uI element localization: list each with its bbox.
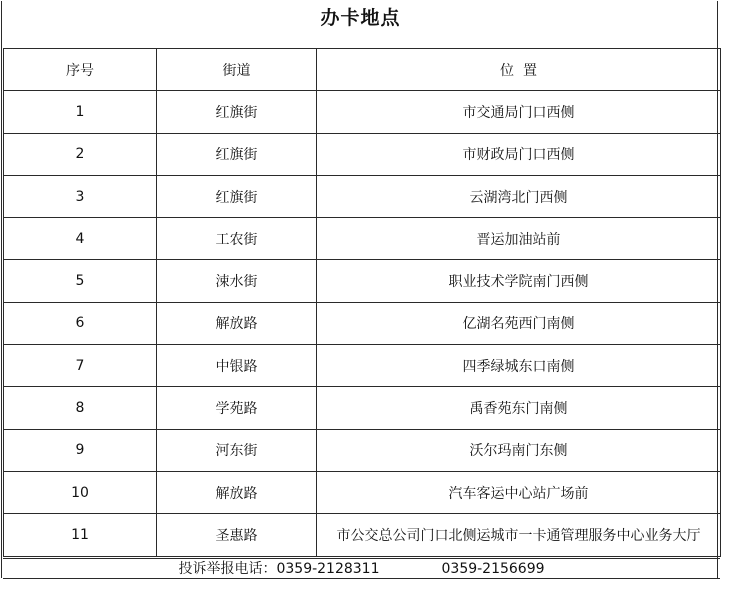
page-title: 办卡地点 — [320, 7, 401, 29]
hotline-phone-2: 0359-2156699 — [441, 561, 545, 577]
cell-location: 市交通局门口西侧 — [317, 91, 721, 133]
table-header-row — [4, 49, 721, 91]
cell-index: 11 — [4, 514, 157, 556]
header-index: 序号 — [4, 49, 157, 91]
cell-street: 工农街 — [157, 218, 317, 260]
locations-table — [3, 48, 721, 557]
table-row — [4, 514, 721, 556]
cell-index: 7 — [4, 345, 157, 387]
cell-location: 四季绿城东口南侧 — [317, 345, 721, 387]
table-body — [4, 91, 721, 556]
cell-location: 职业技术学院南门西侧 — [317, 260, 721, 302]
table-row — [4, 429, 721, 471]
cell-street: 红旗街 — [157, 175, 317, 217]
table-row — [4, 175, 721, 217]
cell-street: 解放路 — [157, 471, 317, 513]
table-row — [4, 260, 721, 302]
cell-index: 1 — [4, 91, 157, 133]
cell-street: 解放路 — [157, 302, 317, 344]
table-row — [4, 471, 721, 513]
cell-location: 亿湖名苑西门南侧 — [317, 302, 721, 344]
cell-index: 9 — [4, 429, 157, 471]
cell-street: 红旗街 — [157, 91, 317, 133]
cell-index: 8 — [4, 387, 157, 429]
cell-index: 5 — [4, 260, 157, 302]
cell-location: 晋运加油站前 — [317, 218, 721, 260]
hotline-phone-1: 0359-2128311 — [276, 561, 380, 577]
cell-street: 学苑路 — [157, 387, 317, 429]
complaint-hotline — [3, 558, 720, 579]
cell-location: 禹香苑东门南侧 — [317, 387, 721, 429]
cell-location: 云湖湾北门西侧 — [317, 175, 721, 217]
cell-index: 3 — [4, 175, 157, 217]
header-street: 街道 — [157, 49, 317, 91]
table-row — [4, 91, 721, 133]
cell-location: 沃尔玛南门东侧 — [317, 429, 721, 471]
cell-location: 市财政局门口西侧 — [317, 133, 721, 175]
table-row — [4, 133, 721, 175]
hotline-label: 投诉举报电话： — [178, 561, 277, 577]
cell-index: 6 — [4, 302, 157, 344]
cell-index: 2 — [4, 133, 157, 175]
cell-street: 涑水街 — [157, 260, 317, 302]
table-row — [4, 345, 721, 387]
cell-street: 红旗街 — [157, 133, 317, 175]
table-row — [4, 387, 721, 429]
cell-index: 4 — [4, 218, 157, 260]
cell-street: 河东街 — [157, 429, 317, 471]
sheet-frame — [1, 1, 718, 578]
cell-index: 10 — [4, 471, 157, 513]
table-row — [4, 218, 721, 260]
cell-street: 圣惠路 — [157, 514, 317, 556]
table-row — [4, 302, 721, 344]
cell-location: 市公交总公司门口北侧运城市一卡通管理服务中心业务大厅 — [317, 514, 721, 556]
cell-street: 中银路 — [157, 345, 317, 387]
header-location: 位 置 — [317, 49, 721, 91]
cell-location: 汽车客运中心站广场前 — [317, 471, 721, 513]
